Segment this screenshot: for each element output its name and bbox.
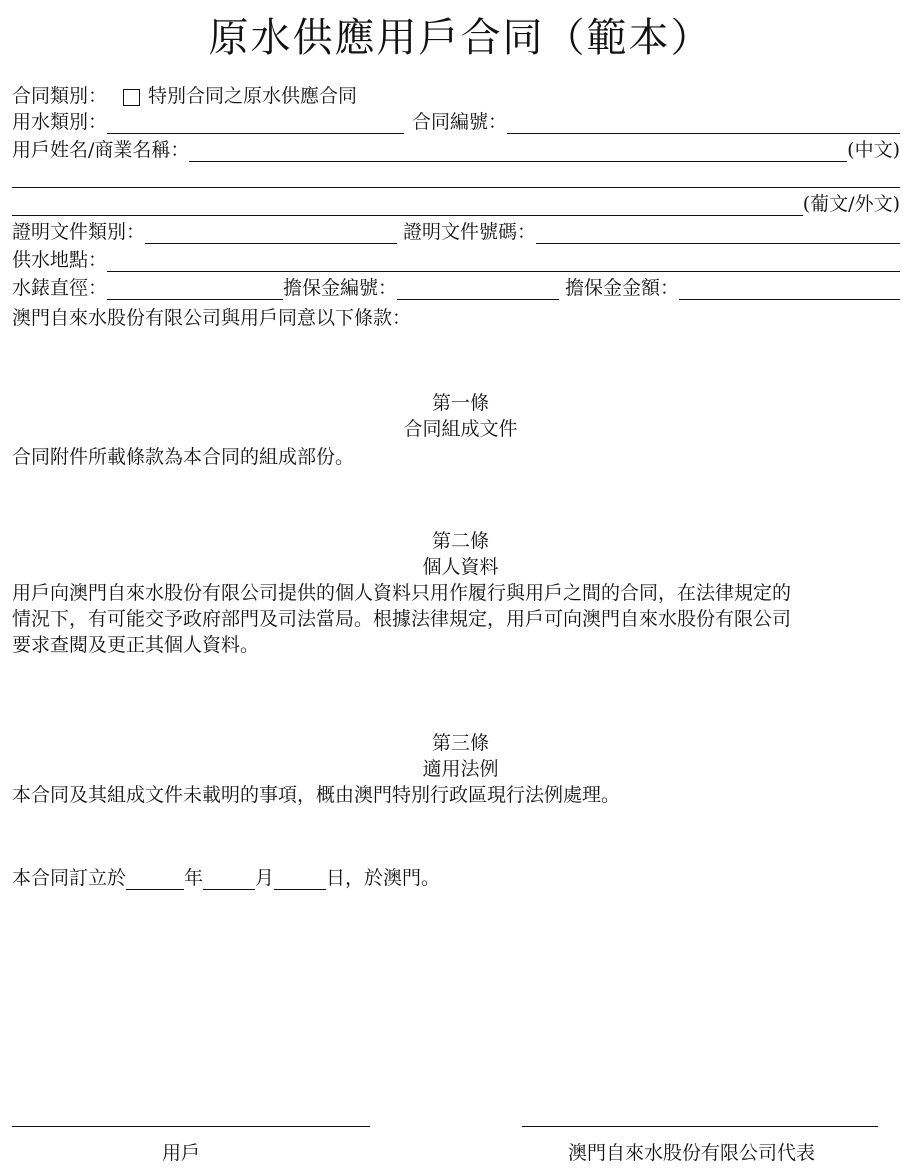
customer-name-foreign-field[interactable]: [12, 195, 803, 216]
customer-name-label: 用戶姓名/商業名稱：: [12, 139, 190, 161]
guarantee-no-field[interactable]: [397, 279, 559, 300]
agreement-intro-row: [12, 304, 900, 330]
agreement-intro: 澳門自來水股份有限公司與用戶同意以下條款：: [12, 307, 412, 329]
supply-location-row: [12, 246, 900, 272]
meter-guarantee-row: [12, 274, 900, 300]
id-doc-type-label: 證明文件類別：: [12, 221, 146, 243]
id-doc-row: [12, 218, 900, 244]
contract-type-label: 合同類別：: [12, 85, 108, 107]
signing-date-row: [12, 864, 900, 890]
meter-diameter-label: 水錶直徑：: [12, 277, 108, 299]
supply-location-label: 供水地點：: [12, 249, 108, 271]
article-2-number: 第二條: [431, 530, 489, 552]
article-1-line: 合同附件所載條款為本合同的組成部份。: [12, 446, 355, 468]
article-1-body: [12, 444, 900, 470]
contract-type-checkbox[interactable]: [123, 89, 140, 106]
portuguese-suffix: (葡文/外文): [802, 193, 900, 215]
customer-signature-label: 用戶: [162, 1142, 201, 1164]
signing-prefix: 本合同訂立於: [12, 867, 127, 889]
article-2-line: 要求查閱及更正其個人資料。: [12, 634, 260, 656]
contract-no-field[interactable]: [507, 113, 900, 134]
contract-no-label: 合同編號：: [412, 111, 508, 133]
signing-year-label: 年: [184, 867, 204, 889]
article-3-line: 本合同及其組成文件未載明的事項，概由澳門特別行政區現行法例處理。: [12, 784, 621, 806]
supply-location-field[interactable]: [107, 251, 900, 272]
guarantee-amount-field[interactable]: [679, 279, 900, 300]
id-doc-no-label: 證明文件號碼：: [403, 221, 537, 243]
signing-day-field[interactable]: [274, 869, 326, 890]
article-2-title: 個人資料: [422, 556, 499, 578]
customer-name-extra-row: [12, 162, 900, 188]
signing-month-field[interactable]: [203, 869, 255, 890]
article-2-line: 情況下，有可能交予政府部門及司法當局。根據法律規定，用戶可向澳門自來水股份有限公司: [12, 608, 792, 630]
guarantee-no-label: 擔保金編號：: [283, 277, 398, 299]
water-type-field[interactable]: [107, 113, 404, 134]
id-doc-no-field[interactable]: [536, 223, 900, 244]
article-3-body: [12, 782, 900, 808]
customer-name-extra-field[interactable]: [12, 167, 900, 188]
document-title: 原水供應用戶合同（範本）: [208, 15, 713, 61]
contract-type-option: 特別合同之原水供應合同: [148, 85, 358, 107]
signing-day-label: 日，於澳門。: [326, 867, 441, 889]
article-2-line: 用戶向澳門自來水股份有限公司提供的個人資料只用作履行與用戶之間的合同，在法律規定的: [12, 582, 792, 604]
contract-type-row: [12, 82, 900, 108]
meter-diameter-field[interactable]: [107, 279, 283, 300]
signing-year-field[interactable]: [126, 869, 184, 890]
customer-name-foreign-row: [12, 190, 900, 216]
water-type-row: [12, 108, 900, 134]
article-1-title: 合同組成文件: [403, 418, 518, 440]
chinese-suffix: (中文): [847, 139, 900, 161]
company-signature-line[interactable]: [522, 1126, 878, 1127]
id-doc-type-field[interactable]: [145, 223, 397, 244]
guarantee-amount-label: 擔保金金額：: [565, 277, 680, 299]
customer-signature-line[interactable]: [12, 1126, 370, 1127]
company-signature-label: 澳門自來水股份有限公司代表: [568, 1142, 816, 1164]
article-1-number: 第一條: [431, 392, 489, 414]
water-type-label: 用水類別：: [12, 111, 108, 133]
customer-name-chinese-field[interactable]: [189, 141, 847, 162]
customer-name-row: [12, 136, 900, 162]
article-2-body: [12, 580, 900, 658]
signing-month-label: 月: [255, 867, 275, 889]
article-3-number: 第三條: [431, 732, 489, 754]
article-3-title: 適用法例: [422, 758, 499, 780]
